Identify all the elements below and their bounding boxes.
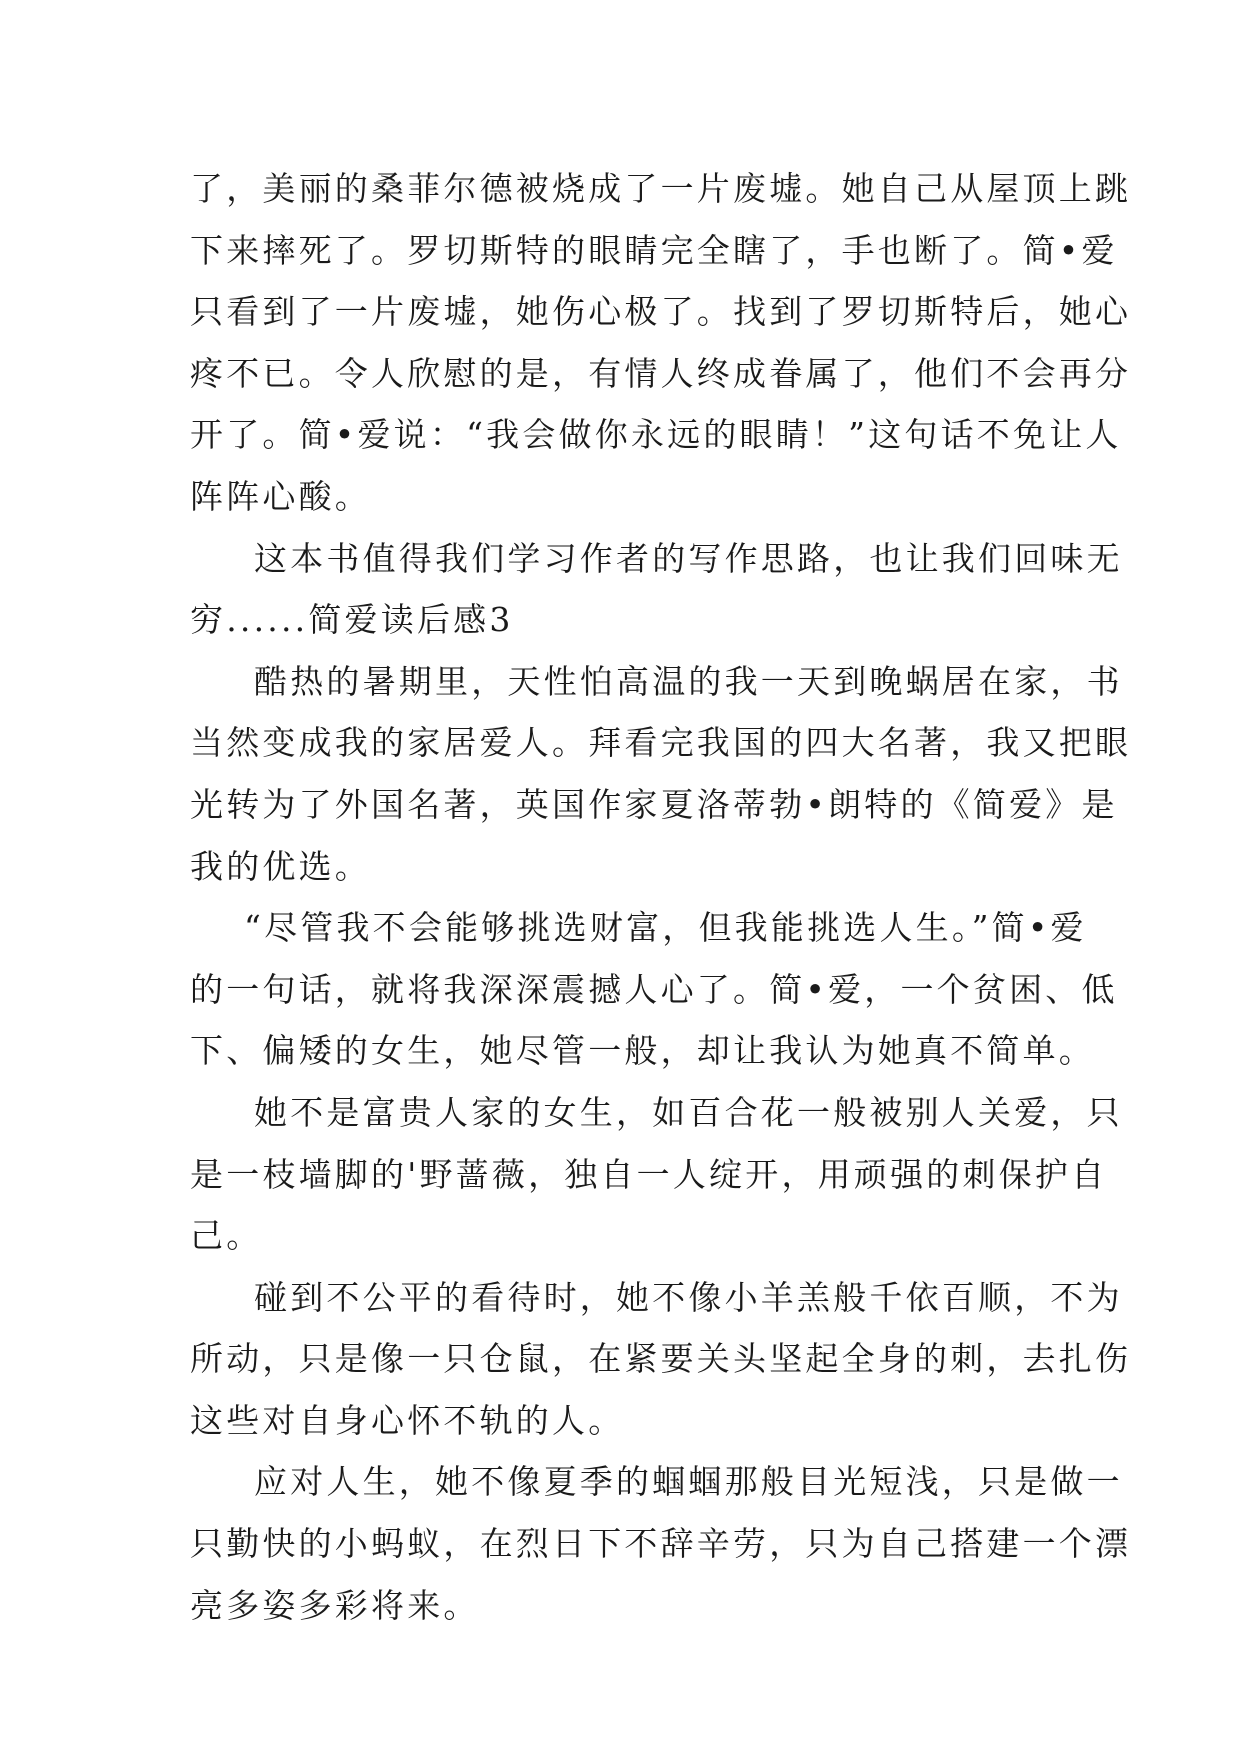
text-line: 只看到了一片废墟，她伤心极了。找到了罗切斯特后，她心 [190,292,1132,332]
text-line: 光转为了外国名著，英国作家夏洛蒂勃•朗特的《简爱》是 [190,784,1118,824]
text-line: 这些对自身心怀不轨的人。 [190,1400,625,1440]
text-line: 疼不已。令人欣慰的是，有情人终成眷属了，他们不会再分 [190,353,1132,393]
paragraph-first-line: 这本书值得我们学习作者的写作思路，也让我们回味无 [254,538,1123,578]
paragraph-first-line: 她不是富贵人家的女生，如百合花一般被别人关爱，只 [254,1092,1123,1132]
paragraph-first-line: 碰到不公平的看待时，她不像小羊羔般千依百顺，不为 [254,1277,1123,1317]
paragraph-first-line: 应对人生，她不像夏季的蝈蝈那般目光短浅，只是做一 [254,1462,1123,1502]
text-line: 下来摔死了。罗切斯特的眼睛完全瞎了，手也断了。简•爱 [190,230,1118,270]
document-body [190,158,1132,1636]
text-line: 阵阵心酸。 [190,476,371,516]
text-line: 开了。简•爱说：“我会做你永远的眼睛！”这句话不免让人 [190,415,1122,455]
text-line: 下、偏矮的女生，她尽管一般，却让我认为她真不简单。 [190,1031,1095,1071]
text-line: 当然变成我的家居爱人。拜看完我国的四大名著，我又把眼 [190,723,1132,763]
text-line: 穷......简爱读后感3 [190,600,514,640]
paragraph-first-line: “尽管我不会能够挑选财富，但我能挑选人生。”简•爱 [244,908,1087,948]
text-line: 所动，只是像一只仓鼠，在紧要关头坚起全身的刺，去扎伤 [190,1339,1132,1379]
text-line: 是一枝墙脚的'野蔷薇，独自一人绽开，用顽强的刺保护自 [190,1154,1108,1194]
text-line: 我的优选。 [190,846,371,886]
text-line: 的一句话，就将我深深震撼人心了。简•爱，一个贫困、低 [190,969,1118,1009]
text-line: 己。 [190,1216,263,1256]
paragraph-first-line: 酷热的暑期里，天性怕高温的我一天到晚蜗居在家，书 [254,661,1123,701]
text-line: 亮多姿多彩将来。 [190,1585,480,1625]
text-line: 了，美丽的桑菲尔德被烧成了一片废墟。她自己从屋顶上跳 [190,169,1132,208]
text-line: 只勤快的小蚂蚁，在烈日下不辞辛劳，只为自己搭建一个漂 [190,1524,1132,1564]
